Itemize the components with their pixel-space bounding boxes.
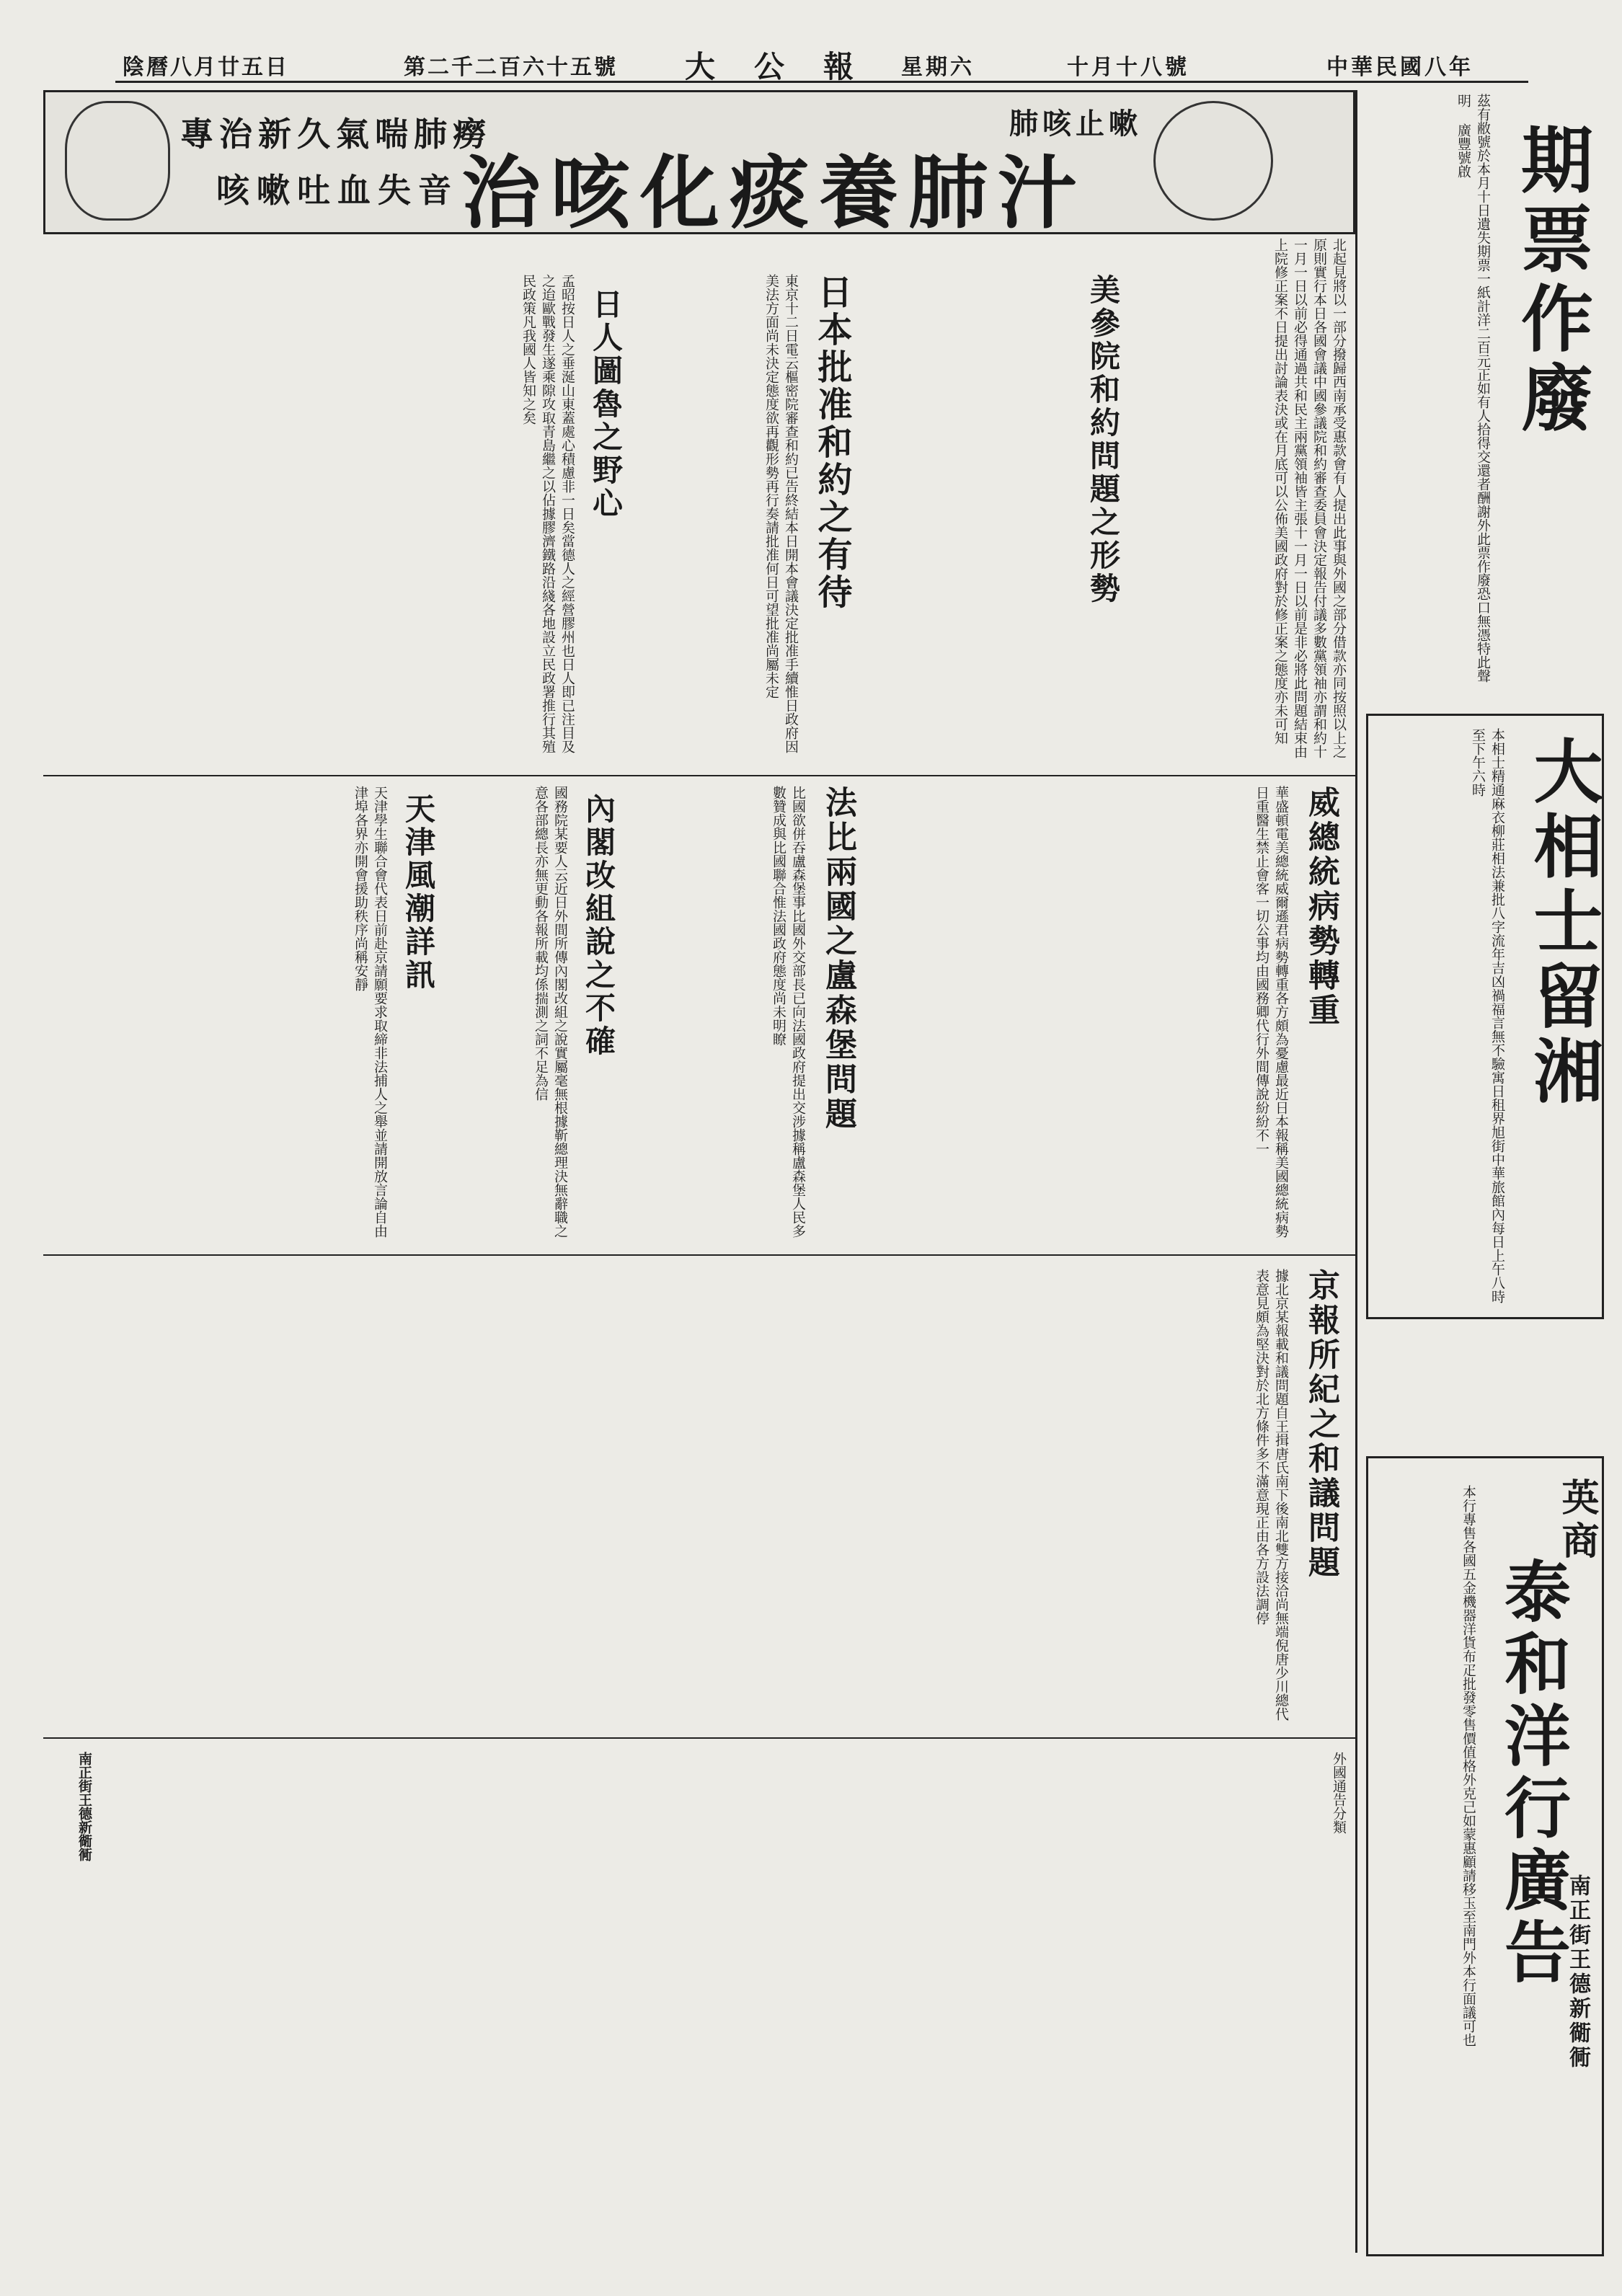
article-2-body: 東京十二日電云樞密院審查和約已告終結本日開本會議決定批准手續惟日政府因美法方面尚未決定態度欲再觀形勢再行奏請批准何日可望批准尚屬未定 bbox=[763, 274, 799, 753]
shop-english-label: 英商 bbox=[1555, 1478, 1599, 1564]
article-1-body-cont bbox=[879, 238, 1074, 764]
article-8-body: 據北京某報載和議問題自王揖唐氏南下後南北雙方接洽尚無端倪唐少川總代表意見頗為堅決對於北方條件多不滿意現正由各方設法調停 bbox=[1254, 1269, 1289, 1721]
article-5-body: 比國欲併吞盧森堡事比國外交部長已向法國政府提出交涉據稱盧森堡人民多數贊成與比國聯合惟法國政府態度尚未明瞭 bbox=[771, 786, 806, 1238]
banner-lung-icon bbox=[65, 101, 170, 221]
article-3-head: 日人圖魯之野心 bbox=[588, 288, 624, 520]
banner-line-1: 專治新久氣喘肺癆 bbox=[180, 115, 492, 154]
article-4-body: 華盛頓電美總統威爾遜君病勢轉重各方頗為憂慮最近日本報稱美國總統病勢日重醫生禁止會客一切公事均由國務卿代行外間傳說紛紛不一 bbox=[1254, 786, 1289, 1238]
banner-title: 治咳化痰養肺汁 bbox=[461, 146, 1087, 239]
article-7-body: 天津學生聯合會代表日前赴京請願要求取締非法捕人之舉並請開放言論自由津埠各界亦開會援助秩序尚稱安靜 bbox=[353, 786, 388, 1238]
banner-side-text: 肺咳止嗽 bbox=[1009, 107, 1142, 141]
fortune-teller-text: 本相士精通麻衣柳莊相法兼批八字流年吉凶禍福言無不驗寓日租界旭街中華旅館內每日上午八時至下午六時 bbox=[1470, 728, 1505, 1303]
article-4-head: 威總統病勢轉重 bbox=[1303, 786, 1339, 1028]
notice-text: 茲有敝號於本月十日遺失期票一紙計洋二百元正如有人拾得交還者酬謝外此票作廢恐口無憑特此聲明 廣豐號啟 bbox=[1455, 94, 1491, 683]
article-1-head: 美參院和約問題之形勢 bbox=[1086, 274, 1121, 606]
fortune-teller-heading: 大相士留湘 bbox=[1523, 735, 1604, 1110]
article-7-head: 天津風潮詳訊 bbox=[401, 793, 436, 992]
article-8-head: 京報所紀之和議問題 bbox=[1303, 1269, 1339, 1580]
article-3-body: 孟昭按日人之垂涎山東蓋處心積慮非一日矣當德人之經營膠州也日人即已注目及之迨歐戰發生遂乘隙攻取青島繼之以佔據膠濟鐵路沿綫各地設立民政署推行其殖民政策凡我國人皆知之矣 bbox=[520, 274, 575, 753]
masthead-issue-no: 第二千二百六十五號 bbox=[404, 55, 618, 80]
masthead-weekday: 星期六 bbox=[901, 55, 975, 80]
notice-heading: 期票作廢 bbox=[1509, 123, 1594, 440]
article-6-body: 國務院某要人云近日外間所傳內閣改組之說實屬毫無根據靳總理決無辭職之意各部總長亦無更動各報所載均係揣測之詞不足為信 bbox=[533, 786, 568, 1238]
masthead-lunar-date: 陰曆八月廿五日 bbox=[123, 55, 289, 80]
band-rule-2 bbox=[43, 1254, 1355, 1256]
article-6-head: 內閣改組說之不確 bbox=[581, 793, 616, 1058]
footer-left-corner: 南正街王德新衚衕 bbox=[76, 1752, 92, 1861]
band-rule-1 bbox=[43, 775, 1355, 776]
masthead-paper-name: 大 公 報 bbox=[685, 49, 859, 84]
article-1-body: 北起見將以一部分撥歸西南承受惠款會有人提出此事與外國之部分借款亦同按照以上之原則實行本日各國會議中國參議院和約審查委員會決定報告付議多數黨領袖亦謂和約十一月一日以前必得通過共和民主兩黨領袖皆主張十一月一日以前是非必將此問題結束由上院修正案不日提出討論表決或在月底可以公佈美國政府對於修正案之態度亦未可知 bbox=[1272, 238, 1347, 758]
footer-notice: 外國通告分類 bbox=[1331, 1752, 1347, 1834]
article-2-head: 日本批准和約之有待 bbox=[812, 274, 852, 611]
article-5-head: 法比兩國之盧森堡問題 bbox=[820, 786, 856, 1132]
shop-address: 南正街王德新衚衕 bbox=[1565, 1874, 1590, 2070]
shop-name: 泰和洋行廣告 bbox=[1494, 1557, 1572, 1990]
banner-line-2: 咳嗽吐血失音 bbox=[216, 171, 458, 210]
band-rule-3 bbox=[43, 1737, 1355, 1739]
masthead-date: 十月十八號 bbox=[1067, 55, 1189, 80]
column-rule bbox=[1355, 90, 1357, 2253]
banner-ornament-icon bbox=[1153, 101, 1273, 221]
shop-text: 本行專售各國五金機器洋貨布疋批發零售價值格外克己如蒙惠顧請移玉至南門外本行面議可也 bbox=[1461, 1485, 1476, 2047]
masthead-date-roc: 中華民國八年 bbox=[1326, 55, 1473, 80]
